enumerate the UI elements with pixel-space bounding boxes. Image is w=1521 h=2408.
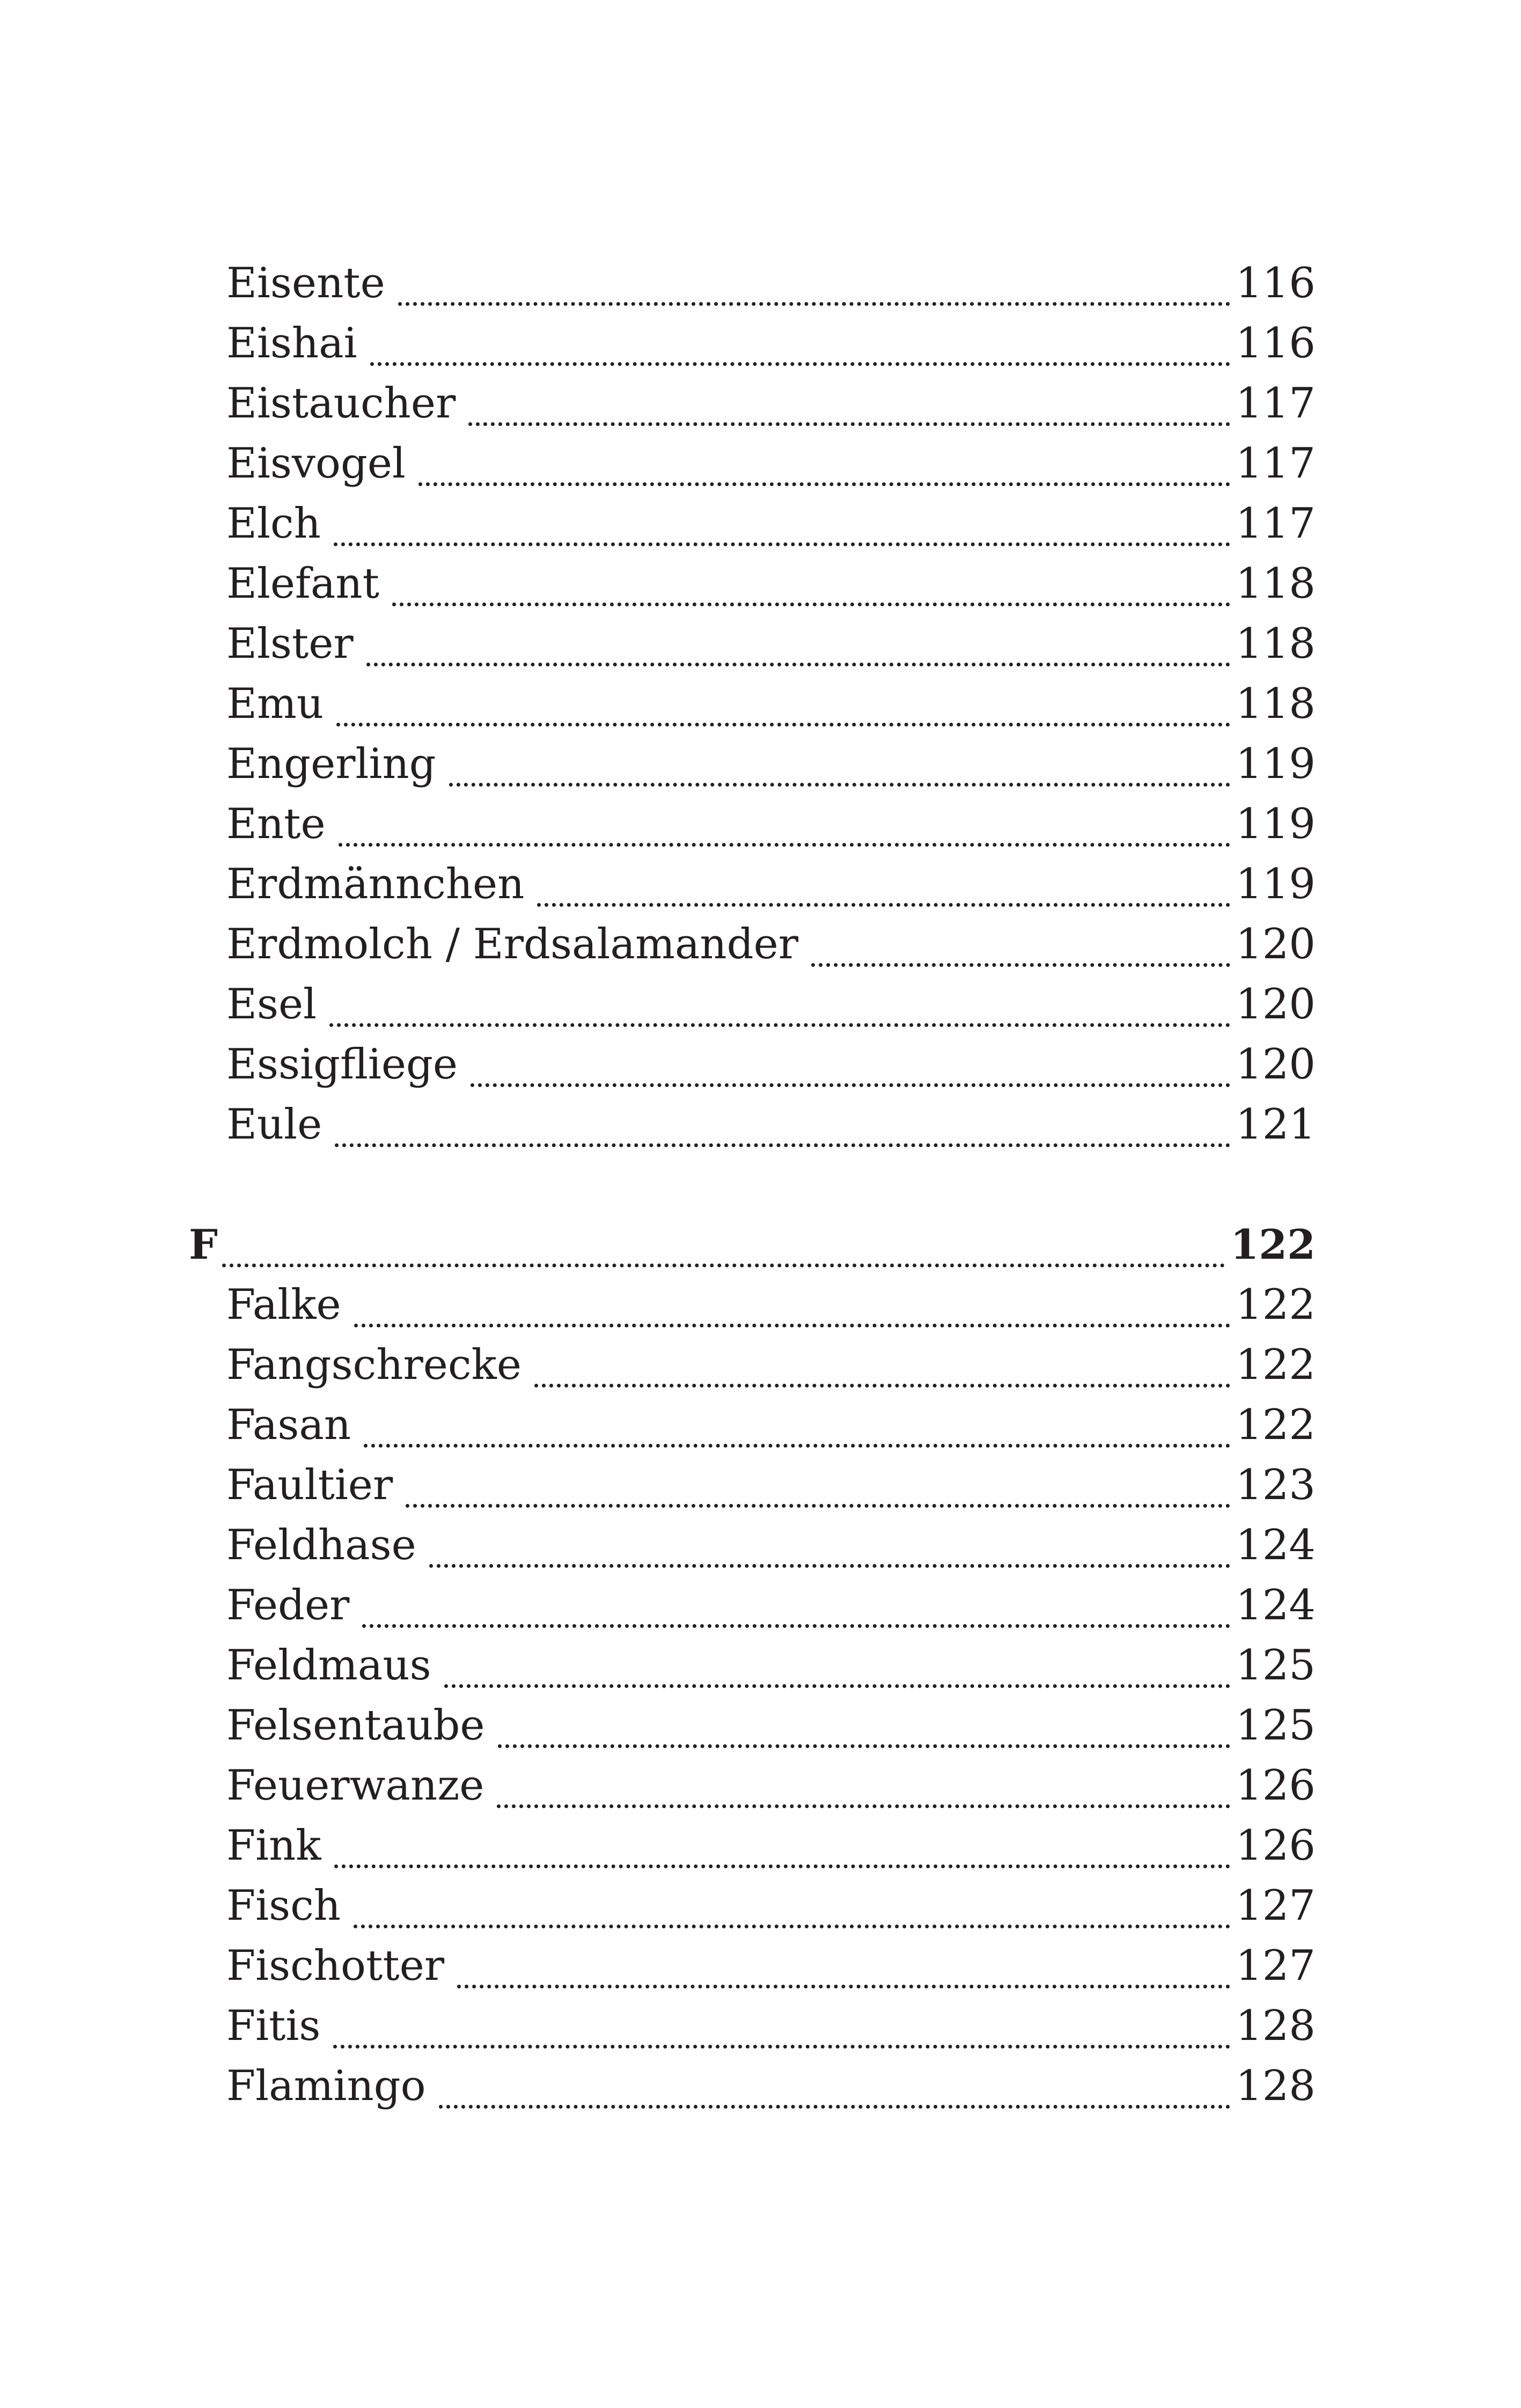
dot-leader: [222, 1231, 1225, 1267]
dot-leader: [392, 570, 1230, 606]
entry-page: 124: [1236, 1521, 1316, 1569]
entry-label: Fasan: [226, 1401, 351, 1449]
entry-page: 126: [1236, 1822, 1316, 1870]
dot-leader: [366, 630, 1230, 666]
toc-entry: [226, 313, 1316, 373]
toc-entry: [226, 434, 1316, 494]
entry-page: 122: [1236, 1341, 1316, 1389]
entry-label: Emu: [226, 680, 324, 728]
dot-leader: [498, 1712, 1231, 1748]
toc-entry: [226, 1695, 1316, 1756]
entry-label: Falke: [226, 1281, 341, 1329]
toc-entry: [226, 794, 1316, 854]
entry-page: 119: [1236, 860, 1316, 908]
entry-page: 118: [1236, 620, 1316, 668]
toc-entry: [226, 1756, 1316, 1816]
dot-leader: [468, 390, 1230, 426]
dot-leader: [354, 1892, 1230, 1928]
toc-entry: [226, 1395, 1316, 1455]
entry-page: 125: [1236, 1641, 1316, 1690]
entry-label: Feuerwanze: [226, 1761, 484, 1810]
entry-page: 121: [1236, 1100, 1316, 1149]
entry-page: 119: [1236, 800, 1316, 848]
toc-entry: [226, 2056, 1316, 2116]
toc-entry: [226, 674, 1316, 734]
toc-entry: [226, 1034, 1316, 1095]
dot-leader: [534, 1352, 1230, 1387]
toc-entry: [226, 1095, 1316, 1155]
entry-label: Faultier: [226, 1461, 393, 1509]
entry-page: 120: [1236, 920, 1316, 968]
entry-page: 123: [1236, 1461, 1316, 1509]
entry-page: 122: [1236, 1401, 1316, 1449]
entry-label: Elefant: [226, 560, 379, 608]
entry-label: Feldhase: [226, 1521, 416, 1569]
toc-entry: [226, 1275, 1316, 1335]
toc-entry: [226, 373, 1316, 434]
entry-page: 116: [1236, 319, 1316, 368]
dot-leader: [329, 991, 1230, 1027]
entry-page: 125: [1236, 1701, 1316, 1750]
entry-label: Flamingo: [226, 2062, 426, 2110]
entry-label: Feder: [226, 1581, 350, 1629]
toc-entry: [226, 854, 1316, 914]
entry-page: 127: [1236, 1882, 1316, 1930]
entry-label: Engerling: [226, 740, 436, 788]
toc-entry: [226, 554, 1316, 614]
entry-page: 120: [1236, 980, 1316, 1029]
toc-entry: [226, 1996, 1316, 2056]
entry-label: Esel: [226, 980, 317, 1029]
toc-entry: [226, 974, 1316, 1034]
dot-leader: [339, 811, 1230, 847]
dot-leader: [370, 330, 1231, 366]
section-letter: F: [189, 1221, 218, 1268]
entry-page: 117: [1236, 500, 1316, 548]
entry-page: 128: [1236, 2062, 1316, 2110]
dot-leader: [334, 510, 1230, 546]
dot-leader: [444, 1652, 1230, 1688]
entry-page: 120: [1236, 1040, 1316, 1089]
entry-label: Fisch: [226, 1882, 341, 1930]
entry-label: Elch: [226, 500, 321, 548]
dot-leader: [398, 270, 1230, 306]
toc-entry: [226, 1635, 1316, 1695]
dot-leader: [471, 1051, 1230, 1087]
dot-leader: [335, 1111, 1230, 1147]
toc-entry: [226, 1515, 1316, 1575]
entry-label: Eishai: [226, 319, 357, 368]
toc-entry: [226, 1876, 1316, 1936]
dot-leader: [497, 1772, 1230, 1808]
dot-leader: [457, 1952, 1230, 1988]
entry-page: 117: [1236, 379, 1316, 428]
dot-leader: [429, 1532, 1230, 1568]
entry-label: Ente: [226, 800, 326, 848]
dot-leader: [336, 691, 1230, 726]
toc-entry: [226, 494, 1316, 554]
dot-leader: [449, 751, 1231, 787]
entry-label: Fitis: [226, 2002, 321, 2050]
dot-leader: [811, 931, 1230, 967]
entry-label: Eisente: [226, 259, 385, 307]
dot-leader: [537, 871, 1230, 907]
entry-page: 128: [1236, 2002, 1316, 2050]
entry-label: Essigfliege: [226, 1040, 458, 1089]
section-page: 122: [1230, 1221, 1316, 1268]
entry-label: Elster: [226, 620, 354, 668]
section-heading: [189, 1215, 1316, 1275]
entry-label: Eisvogel: [226, 439, 406, 488]
entry-label: Fink: [226, 1822, 321, 1870]
entry-page: 118: [1236, 560, 1316, 608]
entry-page: 124: [1236, 1581, 1316, 1629]
entry-label: Eistaucher: [226, 379, 456, 428]
toc-entry: [226, 1575, 1316, 1635]
entry-label: Eule: [226, 1100, 322, 1149]
dot-leader: [362, 1592, 1230, 1628]
dot-leader: [333, 2013, 1230, 2049]
entry-label: Fischotter: [226, 1942, 445, 1990]
entry-page: 117: [1236, 439, 1316, 488]
entry-label: Erdmolch / Erdsalamander: [226, 920, 799, 968]
entry-page: 127: [1236, 1942, 1316, 1990]
entry-label: Fangschrecke: [226, 1341, 521, 1389]
dot-leader: [354, 1291, 1230, 1327]
dot-leader: [364, 1412, 1230, 1448]
toc-entry: [226, 734, 1316, 794]
toc-entry: [226, 1816, 1316, 1876]
entry-page: 119: [1236, 740, 1316, 788]
entry-label: Felsentaube: [226, 1701, 485, 1750]
toc-entry: [226, 614, 1316, 674]
toc-entry: [226, 253, 1316, 313]
entry-page: 118: [1236, 680, 1316, 728]
entry-page: 116: [1236, 259, 1316, 307]
dot-leader: [418, 450, 1230, 486]
toc-entry: [226, 1455, 1316, 1515]
entry-page: 126: [1236, 1761, 1316, 1810]
dot-leader: [406, 1472, 1230, 1508]
toc-entry: [226, 914, 1316, 974]
dot-leader: [439, 2073, 1231, 2109]
dot-leader: [334, 1832, 1231, 1868]
entry-label: Feldmaus: [226, 1641, 431, 1690]
entry-label: Erdmännchen: [226, 860, 525, 908]
toc-entry: [226, 1335, 1316, 1395]
entry-page: 122: [1236, 1281, 1316, 1329]
toc-entry: [226, 1936, 1316, 1996]
